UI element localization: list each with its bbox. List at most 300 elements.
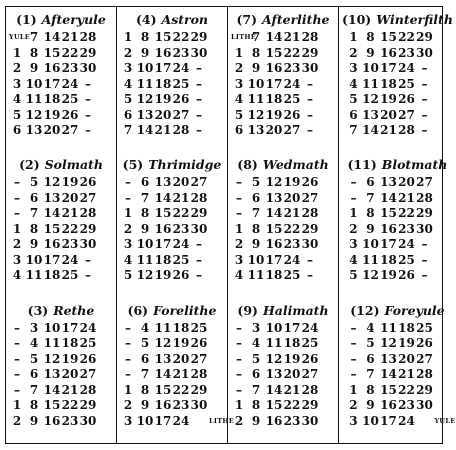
day-cell: – bbox=[14, 351, 20, 366]
day-cell: 17 bbox=[43, 252, 61, 267]
day-cell: 26 bbox=[172, 268, 190, 283]
month-block bbox=[6, 7, 117, 152]
day-cell: 5 bbox=[234, 107, 244, 122]
week-row bbox=[342, 61, 453, 77]
day-cell: 19 bbox=[61, 351, 79, 366]
day-cell bbox=[97, 92, 113, 108]
week-row bbox=[9, 77, 113, 93]
day-cell: – bbox=[236, 175, 242, 190]
day-cell: 5 bbox=[349, 92, 358, 106]
day-cell: 13 bbox=[43, 367, 61, 382]
day-cell: 22 bbox=[398, 206, 415, 221]
day-cell: 15 bbox=[380, 30, 397, 44]
day-cell: 17 bbox=[154, 413, 172, 428]
month-title bbox=[120, 155, 224, 175]
day-cell: 16 bbox=[43, 413, 61, 428]
day-cell: 30 bbox=[301, 237, 319, 252]
day-cell: 11 bbox=[43, 336, 61, 351]
day-cell: 21 bbox=[398, 367, 415, 382]
week-row bbox=[231, 77, 335, 93]
day-cell: 8 bbox=[251, 398, 261, 413]
day-cell: 4 bbox=[140, 320, 150, 335]
day-cell bbox=[97, 268, 113, 284]
day-cell: 17 bbox=[380, 237, 397, 252]
day-cell: 8 bbox=[140, 206, 150, 221]
day-cell: 8 bbox=[251, 221, 261, 236]
day-cell: 17 bbox=[154, 237, 172, 252]
day-cell: – bbox=[85, 107, 91, 122]
day-cell: 16 bbox=[380, 45, 397, 60]
day-cell: 12 bbox=[43, 175, 61, 190]
day-cell: 29 bbox=[79, 221, 97, 236]
day-cell: 1 bbox=[123, 382, 133, 397]
day-cell: 16 bbox=[43, 237, 61, 252]
month-number: (6) bbox=[127, 302, 149, 318]
day-cell: 2 bbox=[123, 398, 133, 413]
day-cell bbox=[319, 108, 335, 124]
day-cell: – bbox=[307, 123, 313, 137]
day-cell: 13 bbox=[43, 190, 61, 205]
day-cell bbox=[319, 336, 335, 352]
day-cell: – bbox=[350, 336, 357, 351]
day-cell: 3 bbox=[12, 76, 22, 91]
day-cell: – bbox=[236, 382, 242, 397]
day-cell: 13 bbox=[136, 107, 154, 122]
day-cell: 18 bbox=[43, 268, 61, 283]
day-cell: 12 bbox=[362, 268, 379, 283]
day-cell bbox=[97, 123, 113, 139]
day-cell: 20 bbox=[43, 123, 61, 137]
day-cell: 30 bbox=[79, 413, 97, 428]
day-cell: 1 bbox=[123, 30, 133, 44]
day-cell bbox=[208, 92, 224, 108]
day-cell: 13 bbox=[380, 175, 397, 190]
special-day-label: YULE bbox=[434, 416, 456, 425]
day-cell: 9 bbox=[29, 237, 39, 252]
day-cell: 26 bbox=[416, 336, 433, 351]
day-cell: 4 bbox=[123, 252, 133, 267]
day-cell: 29 bbox=[416, 382, 433, 397]
day-cell: 8 bbox=[251, 45, 261, 60]
day-cell: – bbox=[307, 92, 313, 106]
day-cell: 10 bbox=[362, 237, 379, 252]
day-cell: 29 bbox=[79, 398, 97, 413]
day-cell: 20 bbox=[61, 190, 79, 205]
day-cell: 25 bbox=[190, 320, 208, 335]
day-cell: 6 bbox=[234, 123, 244, 137]
month-block bbox=[228, 298, 339, 443]
day-cell: 8 bbox=[366, 206, 375, 221]
day-cell bbox=[319, 77, 335, 93]
day-cell: 24 bbox=[172, 413, 190, 428]
day-cell: 10 bbox=[247, 252, 265, 267]
day-cell: 8 bbox=[366, 382, 375, 397]
day-cell: 27 bbox=[283, 123, 301, 137]
week-row bbox=[342, 253, 453, 269]
month-block bbox=[339, 152, 456, 297]
day-cell: 12 bbox=[380, 336, 397, 351]
month-title bbox=[342, 301, 453, 321]
week-row bbox=[9, 268, 113, 284]
month-number: (2) bbox=[19, 157, 40, 173]
week-row bbox=[120, 383, 224, 399]
day-cell: 7 bbox=[123, 123, 133, 137]
day-cell: 5 bbox=[12, 107, 22, 122]
day-cell bbox=[319, 191, 335, 207]
day-cell: 16 bbox=[154, 45, 172, 60]
day-cell bbox=[97, 383, 113, 399]
week-row bbox=[342, 367, 453, 383]
day-cell bbox=[319, 352, 335, 368]
day-cell: 14 bbox=[362, 123, 379, 137]
week-row bbox=[342, 383, 453, 399]
week-row bbox=[120, 206, 224, 222]
week-row bbox=[9, 398, 113, 414]
day-cell bbox=[208, 61, 224, 77]
day-cell: 29 bbox=[301, 45, 319, 60]
day-cell bbox=[97, 61, 113, 77]
week-row bbox=[231, 414, 335, 430]
day-cell: 17 bbox=[61, 320, 79, 335]
day-cell bbox=[433, 383, 449, 399]
day-cell: 25 bbox=[172, 252, 190, 267]
day-cell bbox=[97, 222, 113, 238]
day-cell: 25 bbox=[61, 268, 79, 283]
day-cell: 22 bbox=[61, 221, 79, 236]
day-cell: 25 bbox=[283, 268, 301, 283]
day-cell: 12 bbox=[265, 351, 283, 366]
day-cell: 8 bbox=[29, 45, 39, 60]
day-cell: 3 bbox=[29, 320, 39, 335]
day-cell: 10 bbox=[25, 252, 43, 267]
day-cell: 15 bbox=[380, 382, 397, 397]
day-cell: 27 bbox=[416, 351, 433, 366]
day-cell: 24 bbox=[301, 320, 319, 335]
day-cell bbox=[319, 414, 335, 430]
month-title bbox=[9, 301, 113, 321]
month-block bbox=[117, 152, 228, 297]
special-day-label: LITHE bbox=[209, 416, 235, 425]
day-cell: 9 bbox=[251, 61, 261, 75]
week-row bbox=[231, 46, 335, 62]
day-cell: 22 bbox=[172, 206, 190, 221]
day-cell: 23 bbox=[61, 237, 79, 252]
day-cell: – bbox=[125, 190, 131, 205]
day-cell: 28 bbox=[398, 123, 415, 137]
day-cell: – bbox=[14, 336, 20, 351]
day-cell bbox=[319, 123, 335, 139]
day-cell: 20 bbox=[154, 107, 172, 122]
day-cell: 7 bbox=[366, 367, 375, 382]
day-cell: 10 bbox=[136, 61, 154, 75]
day-cell: 16 bbox=[265, 61, 283, 75]
day-cell: 21 bbox=[172, 190, 190, 205]
week-row bbox=[231, 61, 335, 77]
day-cell: 17 bbox=[380, 413, 397, 428]
day-cell: 28 bbox=[416, 367, 433, 382]
day-cell: 14 bbox=[43, 30, 61, 44]
day-cell: 4 bbox=[12, 268, 22, 283]
day-cell bbox=[190, 414, 208, 430]
day-cell: 21 bbox=[172, 367, 190, 382]
week-row bbox=[231, 92, 335, 108]
day-cell: 23 bbox=[172, 221, 190, 236]
week-row bbox=[231, 253, 335, 269]
day-cell bbox=[319, 367, 335, 383]
month-number: (9) bbox=[237, 302, 258, 318]
day-cell: 18 bbox=[283, 336, 301, 351]
day-cell bbox=[208, 383, 224, 399]
week-row bbox=[9, 108, 113, 124]
day-cell: 17 bbox=[43, 76, 61, 91]
day-cell: 8 bbox=[29, 398, 39, 413]
day-cell: 3 bbox=[123, 237, 133, 252]
day-cell: 19 bbox=[172, 336, 190, 351]
week-row bbox=[9, 222, 113, 238]
day-cell: – bbox=[14, 382, 20, 397]
day-cell: 30 bbox=[190, 45, 208, 60]
day-cell: – bbox=[236, 336, 242, 351]
day-cell bbox=[319, 222, 335, 238]
day-cell: 20 bbox=[172, 175, 190, 190]
day-cell bbox=[208, 253, 224, 269]
day-cell bbox=[319, 175, 335, 191]
day-cell: 28 bbox=[301, 30, 319, 44]
special-day-label: YULE bbox=[9, 33, 31, 41]
day-cell: – bbox=[421, 61, 428, 75]
day-cell: – bbox=[196, 61, 202, 75]
day-cell: 20 bbox=[380, 107, 397, 122]
day-cell: 8 bbox=[140, 30, 150, 44]
day-cell: 1 bbox=[349, 30, 358, 44]
day-cell: – bbox=[14, 367, 20, 382]
day-cell: 3 bbox=[349, 413, 358, 428]
week-row bbox=[120, 61, 224, 77]
day-cell: 28 bbox=[79, 382, 97, 397]
day-cell: 6 bbox=[140, 351, 150, 366]
day-cell: 14 bbox=[154, 190, 172, 205]
day-cell: 20 bbox=[283, 367, 301, 382]
day-cell: – bbox=[14, 320, 20, 335]
day-cell: 10 bbox=[362, 61, 379, 75]
month-title bbox=[120, 10, 224, 30]
day-cell: – bbox=[307, 268, 313, 283]
day-cell: 4 bbox=[366, 320, 375, 335]
day-cell: 21 bbox=[61, 206, 79, 221]
day-cell: 28 bbox=[172, 123, 190, 137]
day-cell: 2 bbox=[349, 398, 358, 413]
day-cell bbox=[97, 367, 113, 383]
week-row bbox=[120, 413, 235, 430]
day-cell: 19 bbox=[380, 268, 397, 283]
day-cell: 4 bbox=[349, 252, 358, 267]
week-row bbox=[120, 352, 224, 368]
week-row bbox=[342, 413, 456, 430]
month-title bbox=[120, 301, 224, 321]
week-row bbox=[231, 30, 335, 46]
week-row bbox=[342, 108, 453, 124]
day-cell bbox=[208, 123, 224, 139]
day-cell: 28 bbox=[301, 382, 319, 397]
day-cell bbox=[208, 237, 224, 253]
day-cell: 22 bbox=[398, 30, 415, 44]
day-cell: 9 bbox=[140, 45, 150, 60]
day-cell: 26 bbox=[301, 351, 319, 366]
day-cell: 22 bbox=[172, 30, 190, 44]
day-cell bbox=[433, 175, 449, 191]
day-cell: 12 bbox=[154, 336, 172, 351]
week-row bbox=[342, 175, 453, 191]
day-cell: 28 bbox=[79, 206, 97, 221]
day-cell: 24 bbox=[398, 413, 415, 428]
day-cell: 6 bbox=[366, 351, 375, 366]
month-number: (10) bbox=[342, 12, 372, 27]
day-cell: – bbox=[421, 268, 428, 283]
week-row bbox=[120, 30, 224, 46]
day-cell bbox=[208, 206, 224, 222]
week-row bbox=[231, 222, 335, 238]
week-row bbox=[342, 206, 453, 222]
day-cell: 10 bbox=[136, 237, 154, 252]
day-cell: 13 bbox=[247, 123, 265, 137]
week-row bbox=[231, 123, 335, 139]
day-cell: 3 bbox=[123, 413, 133, 428]
day-cell: 12 bbox=[43, 351, 61, 366]
day-cell bbox=[433, 367, 449, 383]
day-cell: 2 bbox=[349, 221, 358, 236]
day-cell bbox=[433, 30, 449, 46]
day-cell: 22 bbox=[172, 382, 190, 397]
month-block bbox=[228, 152, 339, 297]
day-cell: 16 bbox=[154, 398, 172, 413]
day-cell: 19 bbox=[283, 175, 301, 190]
day-cell: 18 bbox=[154, 76, 172, 91]
day-cell: 7 bbox=[366, 190, 375, 205]
day-cell: 18 bbox=[398, 320, 415, 335]
month-number: (8) bbox=[237, 157, 258, 173]
day-cell: 30 bbox=[301, 413, 319, 428]
month-block bbox=[6, 152, 117, 297]
day-cell: 23 bbox=[61, 413, 79, 428]
day-cell: 6 bbox=[12, 123, 22, 137]
day-cell bbox=[208, 268, 224, 284]
week-row bbox=[120, 92, 224, 108]
day-cell: 9 bbox=[29, 61, 39, 75]
day-cell: 2 bbox=[234, 413, 244, 428]
day-cell: 20 bbox=[283, 190, 301, 205]
week-row bbox=[231, 336, 335, 352]
day-cell: 28 bbox=[190, 190, 208, 205]
week-row bbox=[231, 268, 335, 284]
day-cell: 21 bbox=[154, 123, 172, 137]
day-cell: 17 bbox=[265, 76, 283, 91]
week-row bbox=[231, 352, 335, 368]
day-cell bbox=[319, 46, 335, 62]
day-cell: 4 bbox=[12, 92, 22, 106]
day-cell bbox=[97, 46, 113, 62]
day-cell: 1 bbox=[12, 398, 22, 413]
month-name: Solmath bbox=[44, 157, 103, 173]
day-cell: 14 bbox=[154, 367, 172, 382]
day-cell: 9 bbox=[251, 237, 261, 252]
day-cell: 14 bbox=[136, 123, 154, 137]
day-cell: 19 bbox=[380, 92, 397, 106]
shire-calendar bbox=[5, 6, 456, 444]
month-number: (12) bbox=[350, 302, 380, 318]
day-cell: 28 bbox=[79, 30, 97, 44]
day-cell: 18 bbox=[61, 336, 79, 351]
day-cell bbox=[97, 77, 113, 93]
day-cell: 27 bbox=[79, 190, 97, 205]
day-cell: 18 bbox=[265, 268, 283, 283]
day-cell: – bbox=[85, 76, 91, 91]
day-cell bbox=[97, 237, 113, 253]
day-cell: 17 bbox=[283, 320, 301, 335]
day-cell: 3 bbox=[251, 320, 261, 335]
day-cell: 3 bbox=[349, 237, 358, 252]
day-cell: 6 bbox=[123, 107, 133, 122]
day-cell: 2 bbox=[349, 45, 358, 60]
day-cell: 15 bbox=[265, 221, 283, 236]
day-cell: 25 bbox=[283, 92, 301, 106]
month-name: Rethe bbox=[53, 302, 95, 318]
week-row bbox=[342, 30, 453, 46]
day-cell: 11 bbox=[362, 76, 379, 91]
day-cell: 1 bbox=[234, 45, 244, 60]
day-cell: 14 bbox=[380, 190, 397, 205]
day-cell: 18 bbox=[154, 252, 172, 267]
day-cell: 25 bbox=[172, 76, 190, 91]
day-cell: 15 bbox=[265, 398, 283, 413]
week-row bbox=[9, 123, 113, 139]
day-cell: 21 bbox=[380, 123, 397, 137]
day-cell bbox=[433, 237, 449, 253]
day-cell bbox=[433, 206, 449, 222]
day-cell: 25 bbox=[398, 252, 415, 267]
day-cell: 5 bbox=[29, 175, 39, 190]
week-row bbox=[342, 191, 453, 207]
day-cell: 11 bbox=[265, 336, 283, 351]
day-cell: 2 bbox=[123, 45, 133, 60]
day-cell: 7 bbox=[140, 190, 150, 205]
day-cell: 3 bbox=[123, 61, 133, 75]
day-cell bbox=[319, 321, 335, 337]
day-cell: 1 bbox=[123, 206, 133, 221]
day-cell: 14 bbox=[265, 382, 283, 397]
day-cell: 10 bbox=[362, 413, 379, 428]
day-cell: 9 bbox=[366, 45, 375, 60]
day-cell: 24 bbox=[283, 252, 301, 267]
week-row bbox=[231, 108, 335, 124]
day-cell: 13 bbox=[380, 351, 397, 366]
day-cell: – bbox=[14, 206, 20, 221]
week-row bbox=[9, 352, 113, 368]
day-cell: 18 bbox=[43, 92, 61, 106]
day-cell: – bbox=[196, 76, 202, 91]
day-cell: 12 bbox=[136, 92, 154, 106]
day-cell: 23 bbox=[398, 45, 415, 60]
day-cell: – bbox=[196, 123, 202, 137]
week-row bbox=[120, 268, 224, 284]
day-cell: – bbox=[307, 107, 313, 122]
week-row bbox=[120, 46, 224, 62]
week-row bbox=[120, 222, 224, 238]
day-cell: 16 bbox=[154, 221, 172, 236]
day-cell: 8 bbox=[29, 221, 39, 236]
week-row bbox=[9, 383, 113, 399]
day-cell: 27 bbox=[190, 175, 208, 190]
day-cell bbox=[97, 336, 113, 352]
